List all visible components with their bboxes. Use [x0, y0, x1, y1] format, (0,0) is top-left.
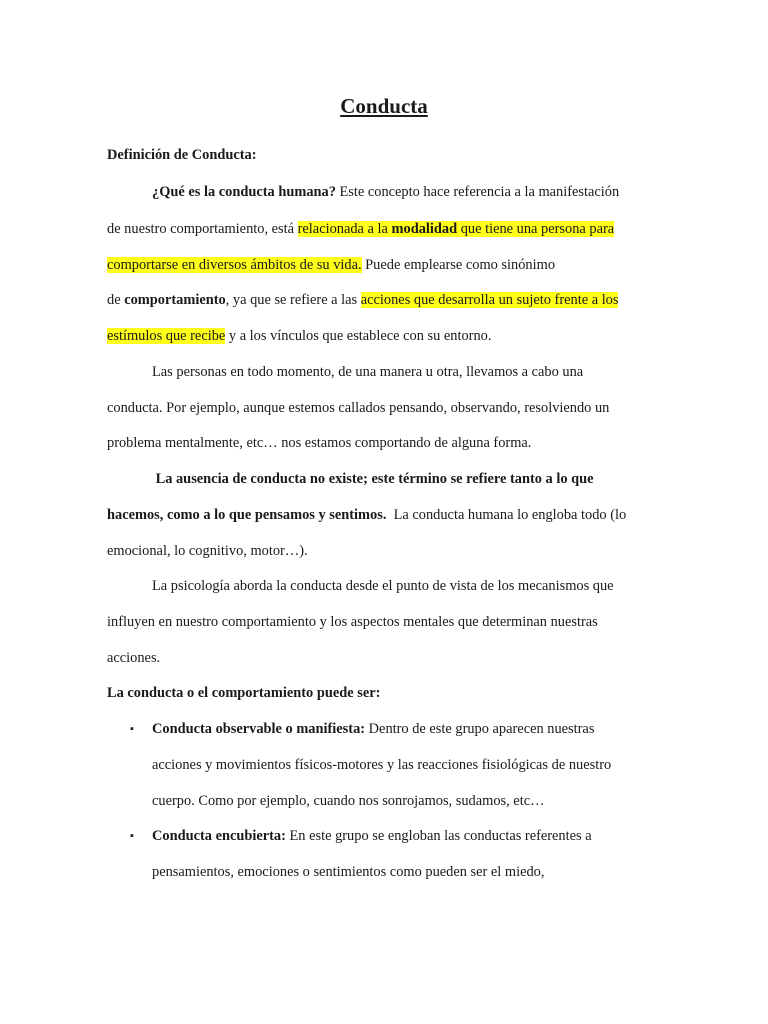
list-item-2-line-2: pensamientos, emociones o sentimientos como pueden ser el miedo, [152, 864, 545, 880]
p1-line-5 [107, 327, 491, 345]
p1-text: y a los vínculos que establece con su entorno. [225, 328, 492, 344]
p1-text: , ya que se refiere a las [225, 292, 361, 308]
bullet-icon: ▪ [130, 830, 134, 842]
section-heading: Definición de Conducta: [107, 147, 257, 163]
list-item-1-line-1 [152, 720, 594, 738]
list-heading: La conducta o el comportamiento puede ser: [107, 685, 381, 701]
list-item-1-line-2: acciones y movimientos físicos-motores y las reacciones fisiológicas de nuestro [152, 757, 612, 773]
highlight [298, 221, 615, 237]
highlight-text: que tiene una persona para [457, 221, 615, 237]
p1-line-3 [107, 256, 555, 274]
list-item-label: Conducta observable o manifiesta: [152, 721, 366, 737]
highlight: acciones que desarrolla un sujeto frente a los [360, 292, 619, 308]
p1-text: de nuestro comportamiento, está [107, 221, 298, 237]
p1-line-2 [107, 220, 614, 238]
p4-line-3: acciones. [107, 650, 161, 666]
p1-line-1 [152, 183, 619, 201]
question-bold: ¿Qué es la conducta humana? [152, 184, 336, 200]
bullet-icon: ▪ [130, 723, 134, 735]
list-item-text: Dentro de este grupo aparecen nuestras [365, 721, 595, 737]
p3-line-2 [107, 506, 626, 524]
list-item-text: En este grupo se engloban las conductas referentes a [285, 828, 592, 844]
p3-text: La conducta humana lo engloba todo (lo [386, 507, 627, 523]
p1-text: Este concepto hace referencia a la manifestación [335, 184, 620, 200]
p1-line-4 [107, 291, 618, 309]
p1-text: de [107, 292, 125, 308]
list-item-1-line-3: cuerpo. Como por ejemplo, cuando nos sonrojamos, sudamos, etc… [152, 793, 545, 809]
p2-line-3: problema mentalmente, etc… nos estamos comportando de alguna forma. [107, 435, 532, 451]
highlight: estímulos que recibe [107, 328, 226, 344]
list-item-label: Conducta encubierta: [152, 828, 286, 844]
p4-line-2: influyen en nuestro comportamiento y los aspectos mentales que determinan nuestras [107, 614, 598, 630]
p3-line-3: emocional, lo cognitivo, motor…). [107, 543, 308, 559]
highlight-text: relacionada a la [297, 221, 392, 237]
p1-text: Puede emplearse como sinónimo [361, 257, 556, 273]
bold-term: comportamiento [124, 292, 226, 308]
highlight-bold: modalidad [391, 221, 458, 237]
bold-statement: hacemos, como a lo que pensamos y sentimos. [107, 507, 387, 523]
document-title: Conducta [340, 94, 428, 118]
highlight: comportarse en diversos ámbitos de su vida. [107, 257, 362, 273]
p2-line-1: Las personas en todo momento, de una manera u otra, llevamos a cabo una [152, 364, 584, 380]
p3-line-1: La ausencia de conducta no existe; este término se refiere tanto a lo que [152, 471, 594, 487]
list-item-2-line-1 [152, 827, 592, 845]
p2-line-2: conducta. Por ejemplo, aunque estemos callados pensando, observando, resolviendo un [107, 400, 610, 416]
p4-line-1: La psicología aborda la conducta desde el punto de vista de los mecanismos que [152, 578, 614, 594]
